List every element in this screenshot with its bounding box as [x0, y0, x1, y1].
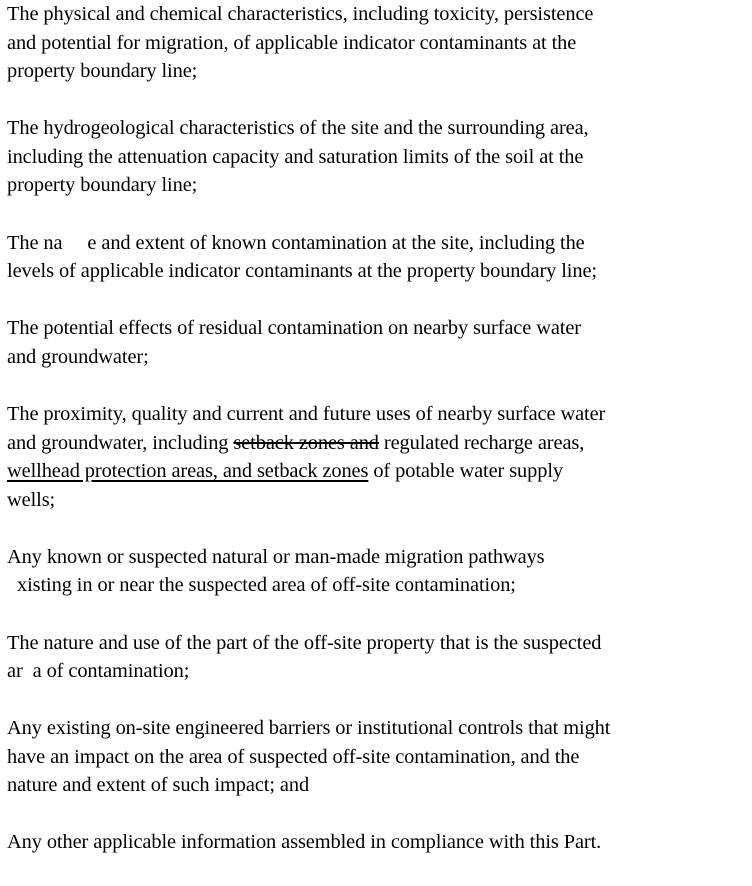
text-line: wells; [7, 488, 56, 511]
text-line: property boundary line; [7, 60, 198, 83]
paragraph-engineered-barriers [7, 714, 752, 800]
text-line: Any existing on-site engineered barriers or institutional controls that might [7, 717, 611, 740]
text-line: xisting in or near the suspected area of off-site contamination; [7, 574, 516, 597]
text-line: The na e and extent of known contamination at the site, including the [7, 231, 585, 254]
text-line [7, 457, 752, 486]
text-line: including the attenuation capacity and saturation limits of the soil at the [7, 145, 584, 168]
paragraph-migration-pathways [7, 543, 752, 600]
text-line: The hydrogeological characteristics of the site and the surrounding area, [7, 117, 589, 140]
text-line: levels of applicable indicator contaminants at the property boundary line; [7, 260, 597, 283]
paragraph-physical-chemical-characteristics [7, 0, 752, 86]
paragraph-potential-effects [7, 314, 752, 371]
inserted-text: wellhead protection areas, and setback zones [7, 460, 369, 483]
text-line: nature and extent of such impact; and [7, 774, 310, 797]
text-line: and potential for migration, of applicable indicator contaminants at the [7, 31, 577, 54]
text-line: ar a of contamination; [7, 660, 190, 683]
text-segment: of potable water supply [368, 460, 564, 483]
text-line: have an impact on the area of suspected off-site contamination, and the [7, 745, 580, 768]
text-segment: regulated recharge areas, [378, 431, 585, 454]
text-line [7, 429, 752, 458]
paragraph-proximity-quality-uses [7, 400, 752, 514]
deleted-text: setback zones and [233, 431, 379, 454]
text-line: The physical and chemical characteristics, including toxicity, persistence [7, 3, 594, 25]
text-line: The nature and use of the part of the off-site property that is the suspected [7, 631, 602, 654]
text-segment: and groundwater, including [7, 431, 234, 454]
text-line: The proximity, quality and current and future uses of nearby surface water [7, 402, 606, 425]
paragraph-nature-use-offsite-property [7, 629, 752, 686]
paragraph-hydrogeological-characteristics [7, 114, 752, 200]
text-line: Any other applicable information assembled in compliance with this Part. [7, 831, 602, 854]
text-line: property boundary line; [7, 174, 198, 197]
text-line: The potential effects of residual contamination on nearby surface water [7, 317, 581, 340]
document-page [7, 0, 752, 886]
paragraph-nature-extent-contamination [7, 229, 752, 286]
paragraph-other-information [7, 828, 752, 857]
text-line: and groundwater; [7, 345, 149, 368]
text-line: Any known or suspected natural or man-made migration pathways [7, 545, 545, 568]
